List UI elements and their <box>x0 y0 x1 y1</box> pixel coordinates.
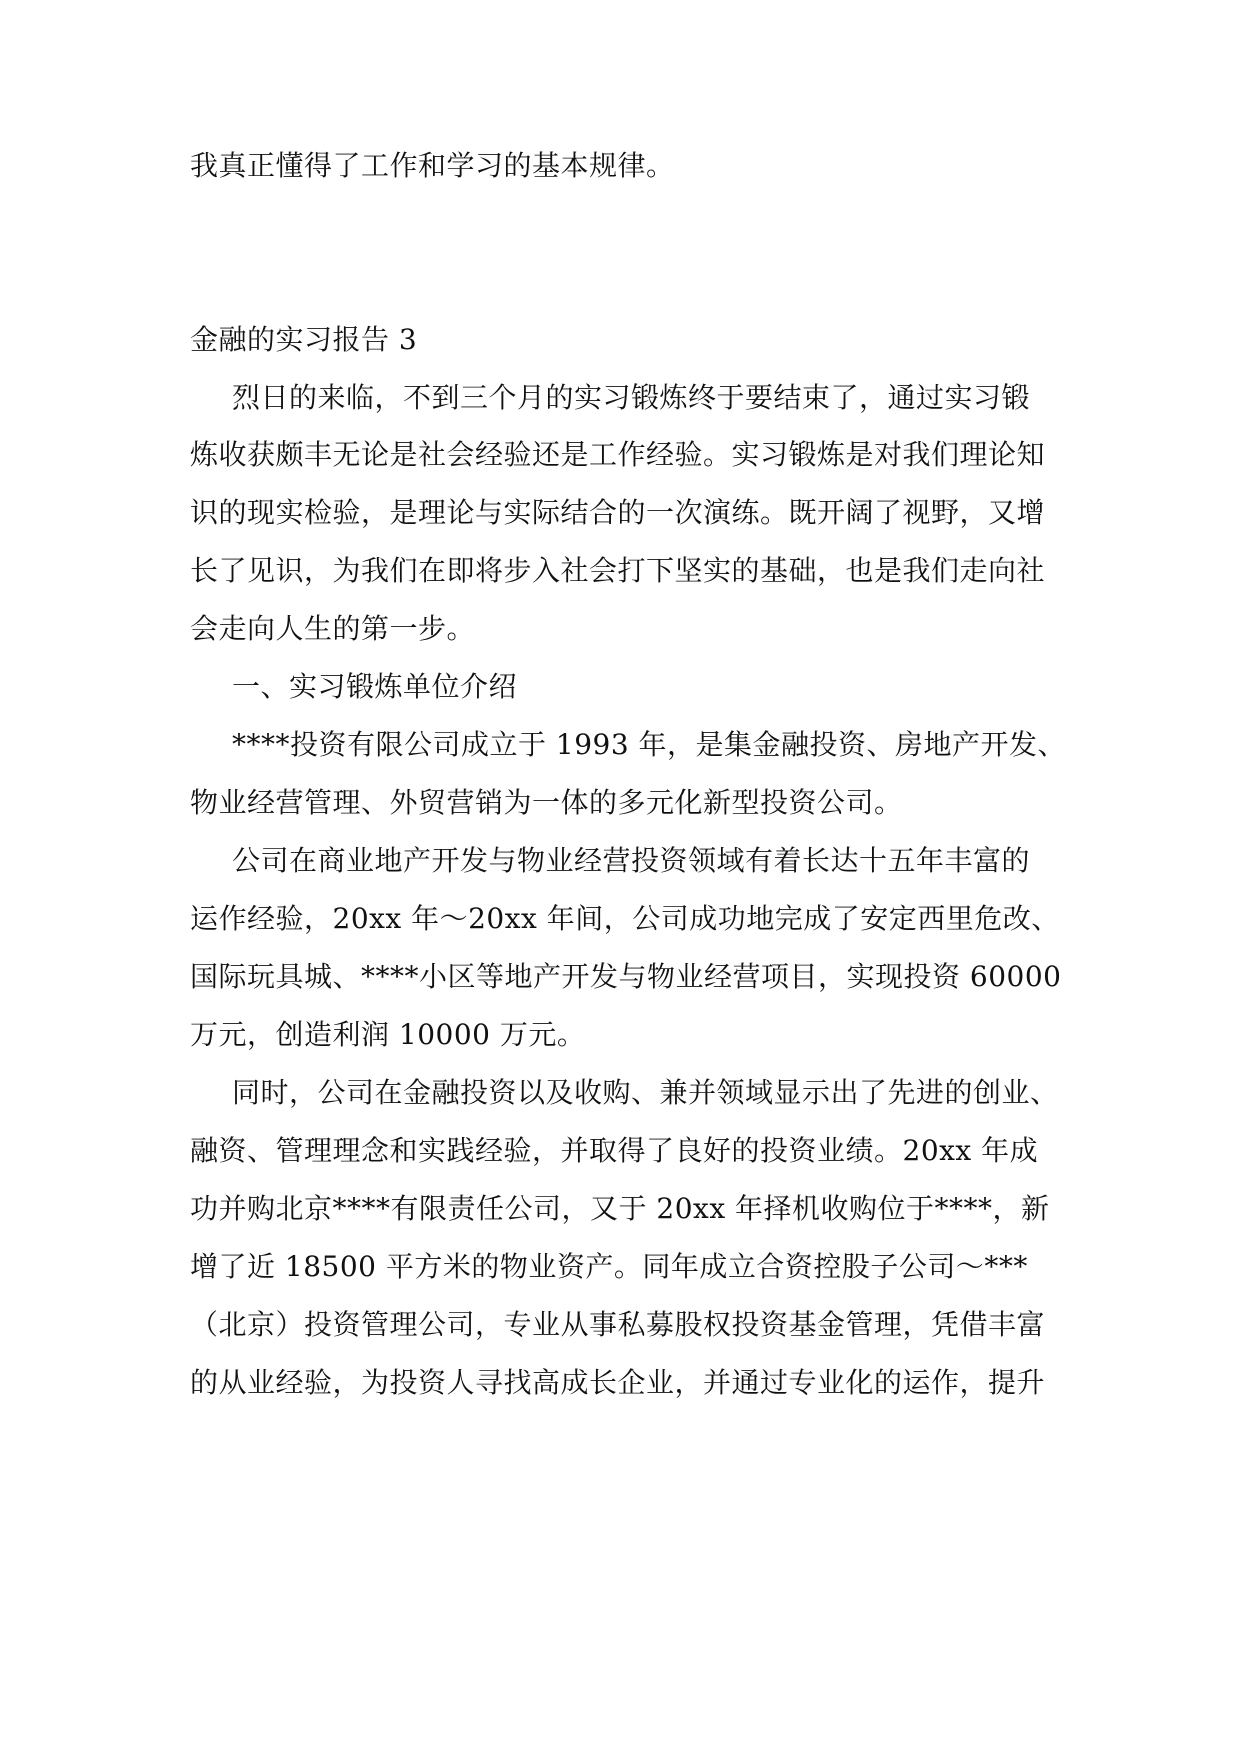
text-line: 功并购北京****有限责任公司，又于 20xx 年择机收购位于****，新 <box>190 1192 1050 1225</box>
text-line: 会走向人生的第一步。 <box>190 612 476 645</box>
text-line: 炼收获颇丰无论是社会经验还是工作经验。实习锻炼是对我们理论知 <box>190 438 1046 471</box>
section-title: 金融的实习报告 3 <box>190 323 418 356</box>
text-line: 的从业经验，为投资人寻找高成长企业，并通过专业化的运作，提升 <box>190 1366 1046 1399</box>
text-line: 万元，创造利润 10000 万元。 <box>190 1018 586 1051</box>
text-line: 增了近 18500 平方米的物业资产。同年成立合资控股子公司～*** <box>190 1250 1028 1283</box>
text-line: （北京）投资管理公司，专业从事私募股权投资基金管理，凭借丰富 <box>190 1308 1046 1341</box>
text-line: 融资、管理理念和实践经验，并取得了良好的投资业绩。20xx 年成 <box>190 1134 1039 1167</box>
text-line: 公司在商业地产开发与物业经营投资领域有着长达十五年丰富的 <box>232 844 1031 877</box>
text-line: 运作经验，20xx 年～20xx 年间，公司成功地完成了安定西里危改、 <box>190 902 1060 935</box>
text-line: 烈日的来临，不到三个月的实习锻炼终于要结束了，通过实习锻 <box>232 381 1031 414</box>
text-line: 国际玩具城、****小区等地产开发与物业经营项目，实现投资 60000 <box>190 960 1062 993</box>
text-line: 物业经营管理、外贸营销为一体的多元化新型投资公司。 <box>190 786 903 819</box>
subsection-heading: 一、实习锻炼单位介绍 <box>232 670 518 703</box>
text-line: 我真正懂得了工作和学习的基本规律。 <box>190 149 675 182</box>
text-line: 识的现实检验，是理论与实际结合的一次演练。既开阔了视野，又增 <box>190 496 1046 529</box>
text-line: 同时，公司在金融投资以及收购、兼并领域显示出了先进的创业、 <box>232 1076 1059 1109</box>
text-line: 长了见识，为我们在即将步入社会打下坚实的基础，也是我们走向社 <box>190 554 1046 587</box>
text-line: ****投资有限公司成立于 1993 年，是集金融投资、房地产开发、 <box>232 728 1067 761</box>
